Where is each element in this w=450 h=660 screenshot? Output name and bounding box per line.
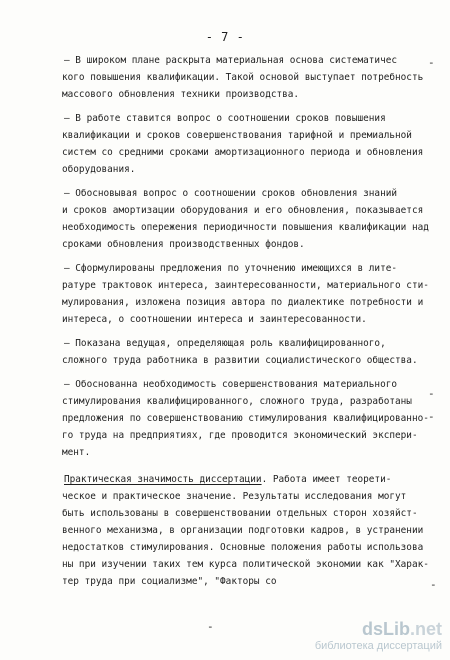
text-line: венного механизма, в организации подготовки кадров, в устранении bbox=[62, 525, 424, 536]
text-line: интереса, о соотношении интереса и заинтересованности. bbox=[62, 314, 367, 325]
text-line: массового обновления техники производства. bbox=[62, 89, 300, 100]
paragraph-qualification-terms bbox=[62, 110, 432, 178]
text-line: тер труда при социализме", "Факторы со bbox=[62, 576, 277, 587]
text-line: ческое и практическое значение. Результаты исследования могут bbox=[62, 491, 407, 502]
dslib-watermark bbox=[242, 616, 442, 652]
text-line: стимулирования квалифицированного, сложного труда, разработаны bbox=[62, 396, 412, 407]
text-line: быть использованы в совершенствовании отдельных сторон хозяйст- bbox=[62, 508, 418, 519]
document-body bbox=[62, 52, 432, 597]
text-line: сложного труда работника в развитии социалистического общества. bbox=[62, 355, 418, 366]
page-number: - 7 - bbox=[205, 30, 245, 44]
heading-continuation: . Работа имеет теорети- bbox=[261, 474, 392, 485]
text-line: оборудования. bbox=[62, 164, 136, 175]
margin-dash-mark: - bbox=[428, 56, 435, 69]
text-line: предложения по совершенствованию стимулирования квалифицированно- bbox=[62, 413, 429, 424]
text-line: – Показана ведущая, определяющая роль квалифицированного, bbox=[64, 338, 386, 349]
margin-dash-mark: - bbox=[428, 410, 435, 423]
text-line: необходимость опережения периодичности повышения квалификации над bbox=[62, 222, 429, 233]
text-line: го труда на предприятиях, где проводится экономический экспери- bbox=[62, 430, 418, 441]
paragraph-interest-definitions bbox=[62, 260, 432, 328]
paragraph-material-basis bbox=[62, 52, 432, 103]
text-line: – Обоснованна необходимость совершенствования материального bbox=[64, 379, 398, 390]
text-line: – Обосновывая вопрос о соотношении сроков обновления знаний bbox=[64, 188, 398, 199]
text-line: мент. bbox=[62, 447, 91, 458]
text-line: ратуре трактовок интереса, заинтересованности, материального сти- bbox=[62, 280, 429, 291]
text-line bbox=[62, 471, 432, 488]
paragraph-leading-role bbox=[62, 335, 432, 369]
text-line: – Сформулированы предложения по уточнению имеющихся в лите- bbox=[64, 263, 398, 274]
text-line: сроками обновления производственных фондов. bbox=[62, 239, 305, 250]
text-line: – В работе ставится вопрос о соотношении сроков повышения bbox=[64, 113, 386, 124]
paragraph-knowledge-renewal bbox=[62, 185, 432, 253]
text-line: квалификации и сроков совершенствования тарифной и премиальной bbox=[62, 130, 412, 141]
section-heading: Практическая значимость диссертации bbox=[64, 474, 262, 485]
margin-dash-mark: - bbox=[430, 578, 437, 591]
text-line: – В широком плане раскрыта материальная основа систематичес bbox=[64, 55, 398, 66]
text-line: ны при изучении таких тем курса политической экономии как "Харак- bbox=[62, 559, 429, 570]
text-line: мулирования, изложена позиция автора по диалектике потребности и bbox=[62, 297, 424, 308]
paragraph-stimulation-proposals bbox=[62, 376, 432, 461]
watermark-caption: библиотека диссертаций bbox=[314, 640, 442, 652]
margin-dash-mark: - bbox=[428, 387, 435, 400]
text-line: и сроков амортизации оборудования и его обновления, показывается bbox=[62, 205, 424, 216]
paragraph-practical-significance bbox=[62, 471, 432, 590]
watermark-logo: dsLib.net bbox=[361, 619, 442, 639]
text-line: кого повышения квалификации. Такой основой выступает потребность bbox=[62, 72, 424, 83]
text-line: систем со средними сроками амортизационного периода и обновления bbox=[62, 147, 424, 158]
footer-dash-mark: - bbox=[207, 620, 214, 633]
text-line: недостатков стимулирования. Основные положения работы использова bbox=[62, 542, 424, 553]
